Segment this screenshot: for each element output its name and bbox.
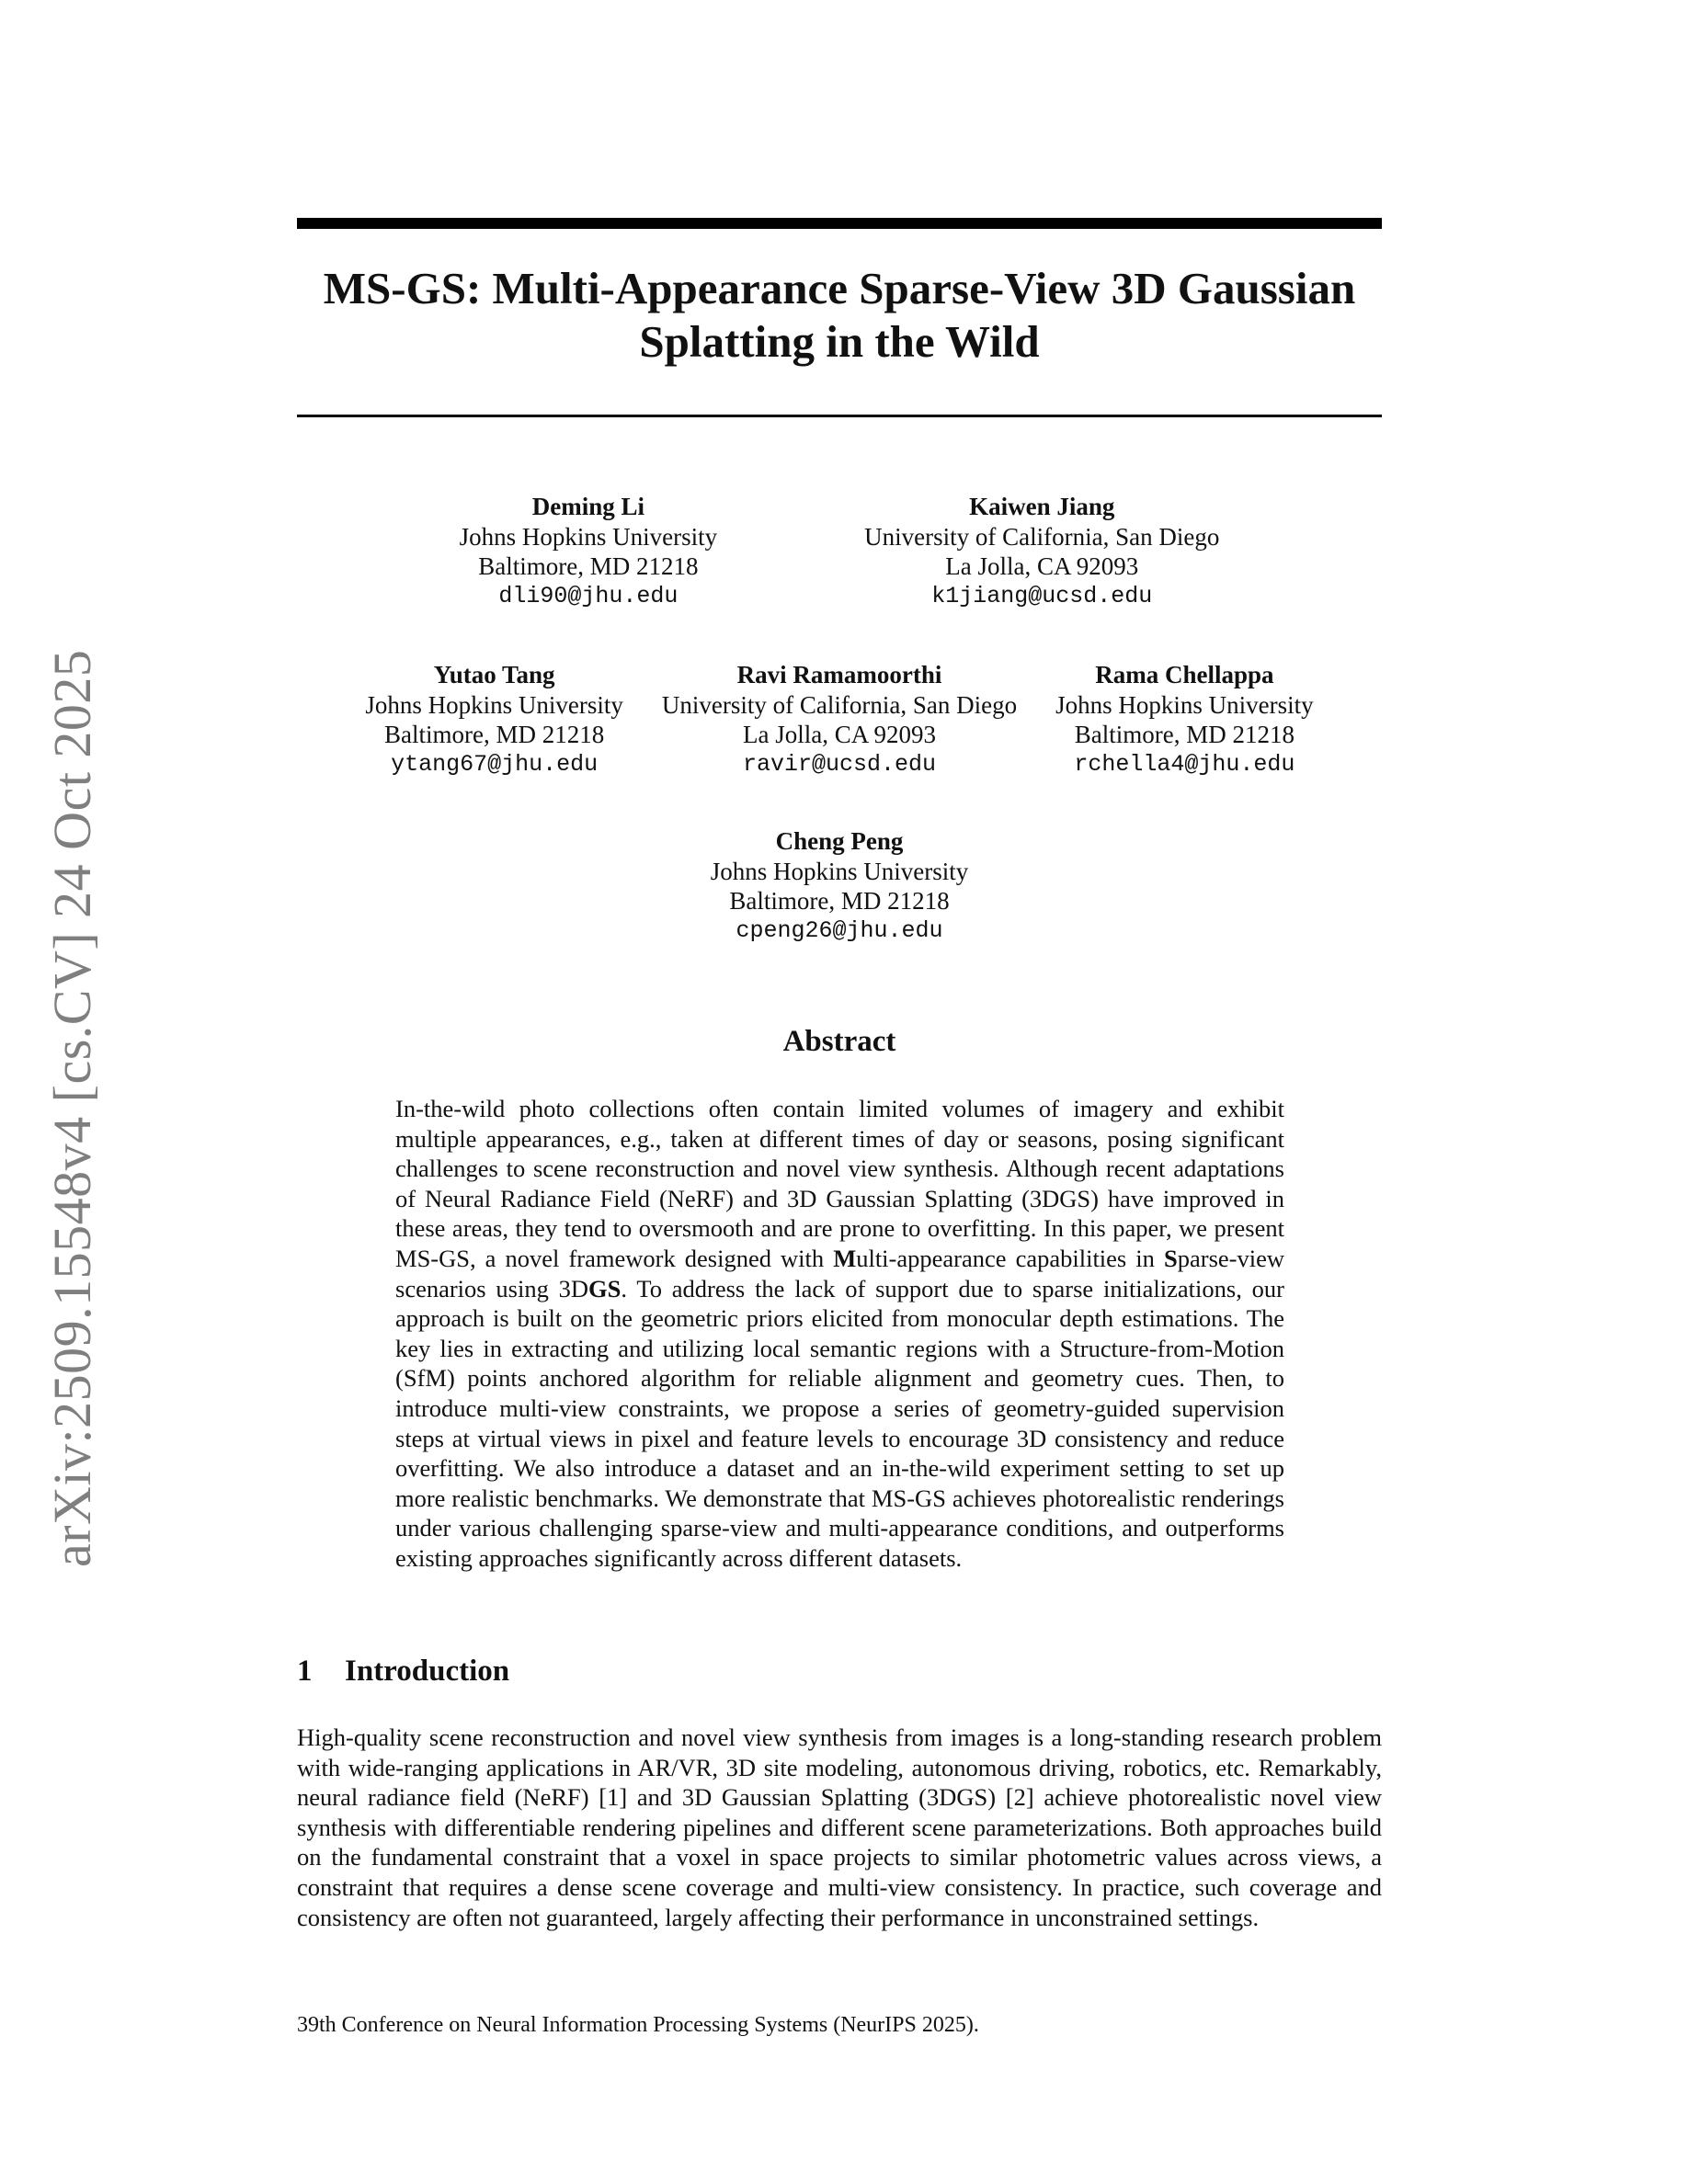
abstract-body — [395, 1094, 1284, 1574]
author-name: Deming Li — [531, 493, 645, 520]
author-affiliation: Johns Hopkins University — [1055, 690, 1314, 719]
abstract-bold-gs: GS — [588, 1274, 622, 1302]
title-line-2: Splatting in the Wild — [639, 316, 1040, 367]
author-address: La Jolla, CA 92093 — [945, 552, 1139, 580]
title-line-1: MS-GS: Multi-Appearance Sparse-View 3D Gaussian — [323, 263, 1356, 313]
author-row-3 — [297, 826, 1382, 946]
author-affiliation: Johns Hopkins University — [365, 690, 623, 719]
author-affiliation: University of California, San Diego — [864, 522, 1220, 551]
author-affiliation: Johns Hopkins University — [459, 522, 718, 551]
arxiv-identifier-stamp: arXiv:2509.15548v4 [cs.CV] 24 Oct 2025 — [42, 649, 102, 1567]
author-name: Yutao Tang — [433, 661, 555, 688]
section-title-text: Introduction — [345, 1655, 510, 1688]
section-number: 1 — [297, 1655, 313, 1688]
author-email: rchella4@jhu.edu — [1074, 750, 1295, 778]
author-address: Baltimore, MD 21218 — [478, 552, 699, 580]
abstract-bold-m: M — [833, 1244, 857, 1272]
author-name: Ravi Ramamoorthi — [736, 661, 942, 688]
author-block — [864, 492, 1219, 611]
section-heading-introduction — [297, 1653, 509, 1689]
paper-title — [297, 262, 1382, 369]
author-block — [711, 826, 969, 946]
abstract-bold-s: S — [1163, 1244, 1178, 1272]
title-bottom-rule — [297, 415, 1382, 417]
author-address: La Jolla, CA 92093 — [743, 721, 936, 748]
title-top-rule — [297, 218, 1382, 229]
author-row-1 — [297, 492, 1382, 611]
author-block — [1055, 660, 1314, 779]
abstract-text-1: In-the-wild photo collections often contain limited volumes of imagery and exhibit multiple appearances, e.g., taken at different times of day or seasons, posing significant challenges to scene reconstruction and novel view synthesis. Although recent adaptations of Neural Radiance Field (NeRF) and 3D Gaussian Splatting (3DGS) have improved in these areas, they tend to oversmooth and are prone to overfitting. In this paper, we present MS-GS, a novel framework designed with — [395, 1095, 1284, 1272]
author-affiliation: University of California, San Diego — [661, 690, 1018, 719]
abstract-heading: Abstract — [782, 1025, 896, 1058]
author-address: Baltimore, MD 21218 — [729, 887, 950, 915]
author-name: Rama Chellappa — [1095, 661, 1274, 688]
author-email: ytang67@jhu.edu — [391, 750, 599, 778]
introduction-body — [297, 1723, 1382, 1932]
author-block — [662, 660, 1017, 779]
abstract-text-2: ulti-appearance capabilities in — [856, 1244, 1164, 1272]
author-affiliation: Johns Hopkins University — [710, 857, 969, 885]
author-name: Kaiwen Jiang — [969, 493, 1115, 520]
author-email: ravir@ucsd.edu — [742, 750, 937, 778]
author-block — [460, 492, 718, 611]
author-email: dli90@jhu.edu — [498, 582, 679, 609]
introduction-paragraph: High-quality scene reconstruction and novel view synthesis from images is a long-standing research problem with wide-ranging applications in AR/VR, 3D site modeling, autonomous driving, robotics, etc. Remarkably, neural radiance field (NeRF) [1] and 3D Gaussian Splatting (3DGS) [2] achieve photorealistic novel view synthesis with differentiable rendering pipelines and different scene parameterizations. Both approaches build on the fundamental constraint that a voxel in space projects to similar photometric values across views, a constraint that requires a dense scene coverage and multi-view consistency. In practice, such coverage and consistency are often not guaranteed, largely affecting their performance in unconstrained settings. — [297, 1723, 1382, 1931]
author-email: k1jiang@ucsd.edu — [931, 582, 1153, 609]
author-email: cpeng26@jhu.edu — [736, 916, 943, 944]
author-name: Cheng Peng — [775, 827, 904, 855]
abstract-text-3: parse-view scenarios using 3D — [395, 1244, 1284, 1302]
abstract-text-4: . To address the lack of support due to sparse initializations, our approach is built on the geometric priors elicited from monocular depth estimations. The key lies in extracting and utilizing local semantic regions with a Structure-from-Motion (SfM) points anchored algorithm for reliable alignment and geometry cues. Then, to introduce multi-view constraints, we propose a series of geometry-guided supervision steps at virtual views in pixel and feature levels to encourage 3D consistency and reduce overfitting. We also introduce a dataset and an in-the-wild experiment setting to set up more realistic benchmarks. We demonstrate that MS-GS achieves photorealistic renderings under various challenging sparse-view and multi-appearance conditions, and outperforms existing approaches significantly across different datasets. — [395, 1274, 1284, 1572]
author-address: Baltimore, MD 21218 — [384, 721, 605, 748]
author-row-2 — [297, 660, 1382, 779]
author-block — [365, 660, 623, 779]
abstract-paragraph — [395, 1094, 1284, 1574]
conference-footnote: 39th Conference on Neural Information Processing Systems (NeurIPS 2025). — [297, 2013, 979, 2037]
author-address: Baltimore, MD 21218 — [1074, 721, 1295, 748]
